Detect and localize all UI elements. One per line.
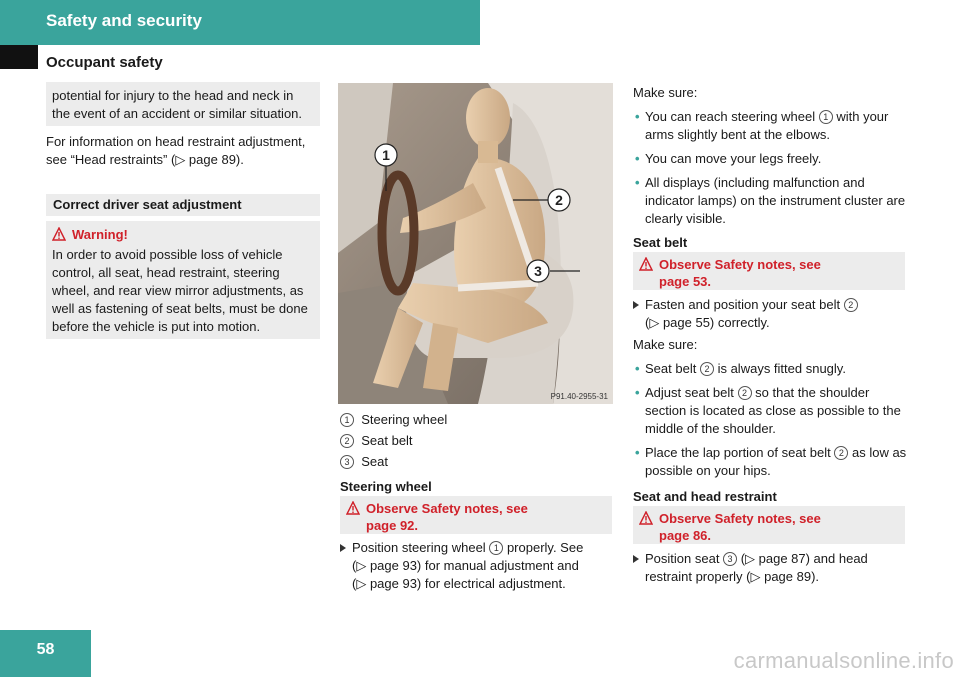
belt-warning (639, 256, 899, 290)
continuation-text: potential for injury to the head and neck in the event of an accident or similar situation. (52, 88, 303, 121)
belt-requirements: Make sure: • Seat belt 2 is always fitted snugly. • Adjust seat belt 2 so that the shoulder section is located as close as possible to the middle of the shoulder. • Place the lap portion of seat belt 2 as low as possible on your hips. (633, 336, 911, 486)
make-sure-label: Make sure: (633, 85, 698, 100)
ref-3: 3 (723, 552, 737, 566)
step-text: Position steering wheel (352, 540, 486, 555)
bullet-text: Seat belt (645, 361, 697, 376)
step-arrow-icon (340, 544, 346, 552)
belt-warning-text: Observe Safety notes, see page 53. (659, 257, 821, 289)
warning-triangle-icon (639, 257, 653, 271)
bullet-text: All displays (including malfunction and indicator lamps) on the instrument cluster are clearly visible. (645, 175, 906, 226)
watermark: carmanualsonline.info (733, 648, 954, 673)
ref-1: 1 (489, 541, 503, 555)
steering-warning-text: Observe Safety notes, see page 92. (366, 501, 528, 533)
steering-step (340, 539, 615, 593)
figure-legend (340, 411, 610, 471)
warning-triangle-icon (52, 227, 66, 241)
seat-adjustment-heading: Correct driver seat adjustment (53, 197, 242, 212)
step-text: properly. See (506, 540, 584, 555)
warning-heading (52, 226, 314, 243)
legend-number: 2 (340, 434, 354, 448)
head-restraint-text: For information on head restraint adjustment, see “Head restraints” (▷ page 89). (46, 134, 306, 167)
bullet-text: You can reach steering wheel (645, 109, 816, 124)
section-title: Occupant safety (46, 54, 163, 71)
legend-item (340, 432, 610, 450)
warning-text: In order to avoid possible loss of vehicle control, all seat, head restraint, steering wheel, and rear view mirror adjustments, as well as fastening of seat belts, must be done before the vehicle is put into motion. (52, 247, 308, 334)
warning-triangle-icon (639, 511, 653, 525)
seat-head-restraint-heading: Seat and head restraint (633, 489, 777, 504)
section-marker (0, 45, 38, 69)
bullet-text: with your arms slightly bent at the elbows. (645, 109, 889, 142)
warning-box (46, 221, 320, 339)
legend-number: 1 (340, 413, 354, 427)
bullet-text: Place the lap portion of seat belt (645, 445, 831, 460)
legend-label: Seat belt (361, 433, 413, 448)
step-text: (▷ page 93) for electrical adjustment. (352, 576, 566, 591)
bullet-text: as low as possible on your hips. (645, 445, 907, 478)
steering-warning-box (340, 496, 612, 534)
ref-2: 2 (738, 386, 752, 400)
head-restraint-para (46, 133, 326, 169)
driver-seat-figure (338, 83, 613, 404)
chapter-title: Safety and security (46, 11, 202, 30)
seat-warning-text: Observe Safety notes, see page 86. (659, 511, 821, 543)
step-text: (▷ page 93) for manual adjustment and (352, 558, 579, 573)
legend-item (340, 453, 610, 471)
legend-label: Seat (361, 454, 388, 469)
step-text: Position seat (645, 551, 720, 566)
steering-wheel-heading: Steering wheel (340, 479, 432, 494)
seat-warning (639, 510, 899, 544)
figure-callout-3: 3 (534, 263, 542, 279)
bullet-text: is always fitted snugly. (717, 361, 846, 376)
step-arrow-icon (633, 555, 639, 563)
figure-callout-2: 2 (555, 192, 563, 208)
legend-number: 3 (340, 455, 354, 469)
bullet-text: Adjust seat belt (645, 385, 734, 400)
belt-step (633, 296, 911, 332)
step-text: (▷ page 87) and head restraint properly (▷ page 89). (645, 551, 868, 584)
legend-item (340, 411, 610, 429)
bullet-text: so that the shoulder section is located as close as possible to the middle of the shoulder. (645, 385, 901, 436)
belt-warning-box (633, 252, 905, 290)
ref-2: 2 (834, 446, 848, 460)
seat-warning-box (633, 506, 905, 544)
continuation-box (46, 82, 320, 126)
ref-2: 2 (844, 298, 858, 312)
step-text: Fasten and position your seat belt (645, 297, 841, 312)
steering-warning (346, 500, 606, 534)
requirements-list: Make sure: • You can reach steering wheel 1 with your arms slightly bent at the elbows. • You can move your legs freely. • All displays (including malfunction and indicator lamps) on the instrument cluster are clearly visible. (633, 84, 911, 234)
make-sure-label: Make sure: (633, 337, 698, 352)
step-arrow-icon (633, 301, 639, 309)
driver-illustration (338, 83, 613, 404)
warning-triangle-icon (346, 501, 360, 515)
figure-code: P91.40-2955-31 (550, 392, 608, 401)
seat-belt-heading: Seat belt (633, 235, 688, 250)
seat-step (633, 550, 911, 586)
figure-callout-1: 1 (382, 147, 390, 163)
page-number: 58 (36, 641, 55, 658)
legend-label: Steering wheel (361, 412, 448, 427)
bullet-text: You can move your legs freely. (645, 151, 822, 166)
ref-1: 1 (819, 110, 833, 124)
warning-title: Warning! (72, 227, 128, 242)
ref-2: 2 (700, 362, 714, 376)
step-text: (▷ page 55) correctly. (645, 315, 770, 330)
seat-adjustment-heading-box (46, 194, 320, 216)
